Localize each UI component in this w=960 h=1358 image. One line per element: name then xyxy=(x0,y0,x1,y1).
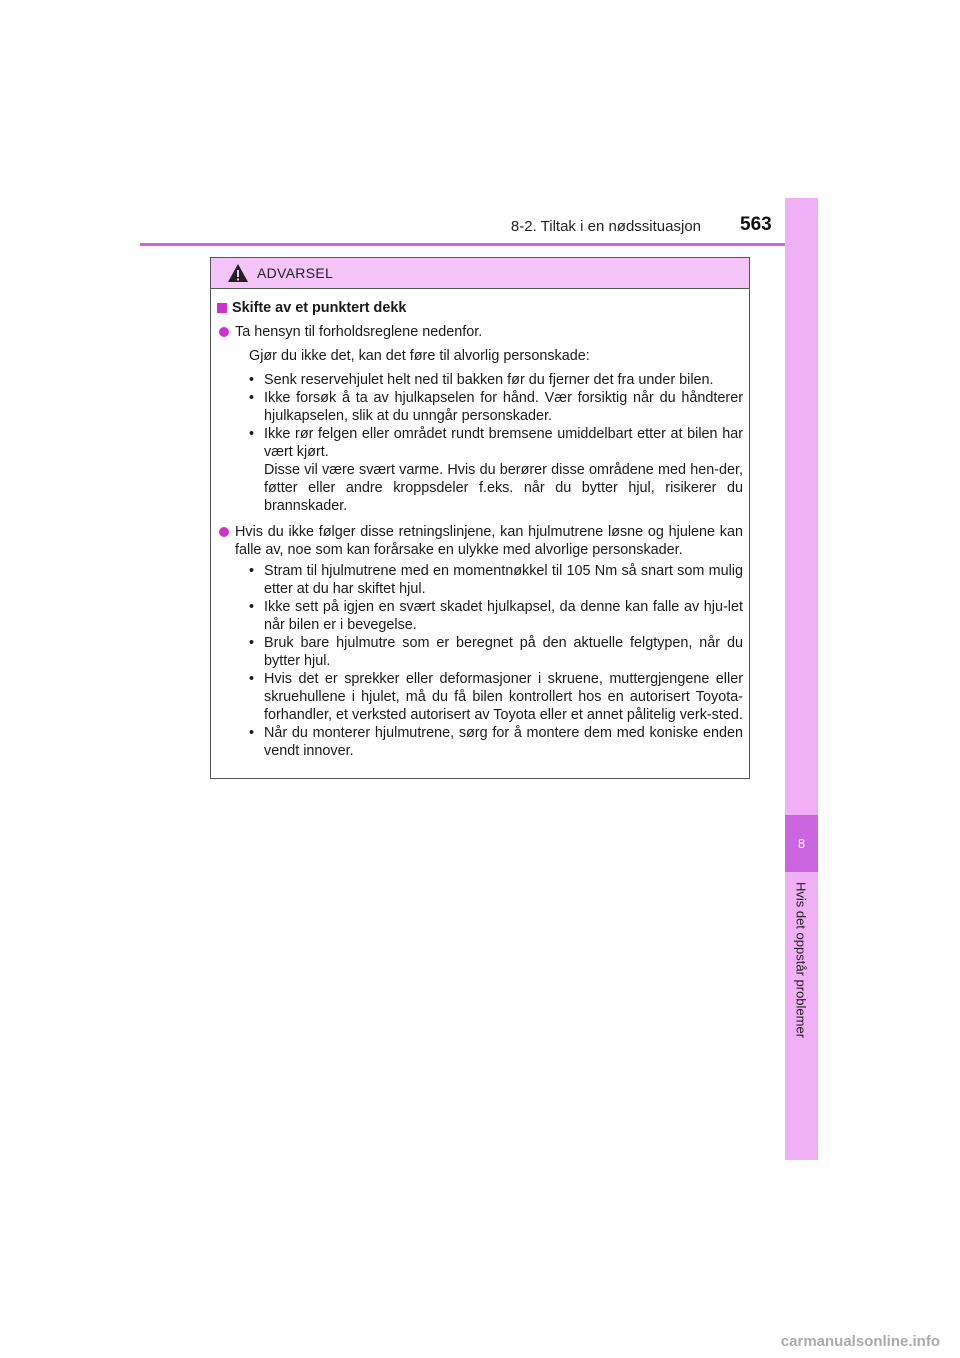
bullet-item xyxy=(217,523,743,559)
header-rule xyxy=(140,243,818,246)
warning-box xyxy=(210,257,750,779)
warning-body xyxy=(211,289,749,760)
chapter-number: 8 xyxy=(785,815,818,872)
bullet-item xyxy=(217,323,743,341)
list-item: • Stram til hjulmutrene med en momentnøkkel til 105 Nm så snart som mulig etter at du har skiftet hjul. xyxy=(249,562,743,598)
list-item-extra: Disse vil være svært varme. Hvis du berører disse områdene med hen-der, føtter eller andre kroppsdeler f.eks. når du bytter hjul, risikerer du brannskader. xyxy=(264,462,743,514)
square-bullet-icon xyxy=(217,303,227,313)
sub-list xyxy=(249,562,743,760)
circle-bullet-icon xyxy=(219,327,229,337)
list-item-text: Ikke rør felgen eller området rundt bremsene umiddelbart etter at bilen har vært kjørt. xyxy=(264,426,743,460)
bullet-text: Ta hensyn til forholdsreglene nedenfor. xyxy=(235,324,483,340)
list-item: • Ikke sett på igjen en svært skadet hjulkapsel, da denne kan falle av hju-let når bilen er i bevegelse. xyxy=(249,598,743,634)
list-item: • Bruk bare hjulmutre som er beregnet på den aktuelle felgtypen, når du bytter hjul. xyxy=(249,634,743,670)
chapter-title: Hvis det oppstår problemer xyxy=(793,881,809,1039)
warning-label: ADVARSEL xyxy=(257,265,334,281)
bullet-text: Hvis du ikke følger disse retningslinjene, kan hjulmutrene løsne og hjulene kan falle av, noe som kan forårsake en ulykke med alvorlige personskader. xyxy=(235,524,743,558)
warning-header xyxy=(211,258,749,289)
circle-bullet-icon xyxy=(219,527,229,537)
warning-heading xyxy=(217,299,743,317)
page-number: 563 xyxy=(740,214,772,235)
section-title: 8-2. Tiltak i en nødssituasjon xyxy=(510,218,701,235)
list-item: • Senk reservehjulet helt ned til bakken før du fjerner det fra under bilen. xyxy=(249,371,743,389)
list-item: • Hvis det er sprekker eller deformasjoner i skruene, muttergjengene eller skruehullene i hjulet, må du få bilen kontrollert hos en autorisert Toyota-forhandler, et verksted autorisert av Toyota eller et annet pålitelig verk-sted. xyxy=(249,670,743,724)
list-item xyxy=(249,425,743,515)
warning-triangle-icon xyxy=(227,263,249,283)
watermark: carmanualsonline.info xyxy=(780,1333,940,1350)
paragraph: Gjør du ikke det, kan det føre til alvorlig personskade: xyxy=(249,348,590,364)
sub-list xyxy=(249,371,743,515)
warning-heading-text: Skifte av et punktert dekk xyxy=(232,300,407,316)
list-item: • Når du monterer hjulmutrene, sørg for å montere dem med koniske enden vendt innover. xyxy=(249,724,743,760)
list-item: • Ikke forsøk å ta av hjulkapselen for hånd. Vær forsiktig når du håndterer hjulkapselen, slik at du unngår personskader. xyxy=(249,389,743,425)
